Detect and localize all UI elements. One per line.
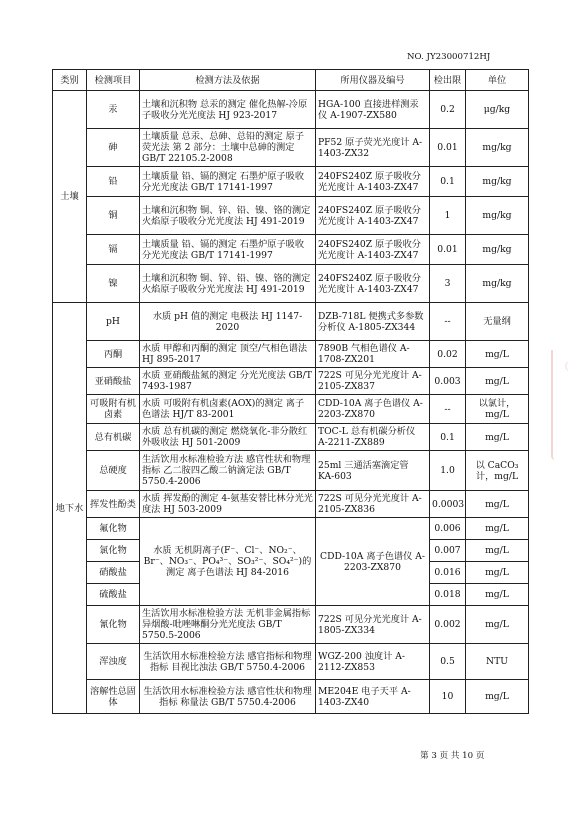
unit-cell: 以氯计，mg/L [466,395,529,424]
item-cell: 镍 [87,265,140,303]
item-cell: 亚硝酸盐 [87,368,140,395]
instrument-cell: WGZ-200 浊度计 A-2112-ZX853 [316,644,430,680]
instrument-cell-anions: CDD-10A 离子色谱仪 A-2203-ZX870 [316,518,430,606]
instrument-cell: 240FS240Z 原子吸收分光光度计 A-1403-ZX47 [316,235,430,265]
unit-cell: mg/L [466,518,529,540]
category-soil: 土壤 [53,91,87,303]
instrument-cell: 722S 可见分光光度计 A-2105-ZX837 [316,368,430,395]
item-cell: 氰化物 [87,606,140,644]
item-cell: 挥发性酚类 [87,491,140,518]
method-cell: 土壤质量 铅、镉的测定 石墨炉原子吸收分光光度法 GB/T 17141-1997 [140,167,316,197]
table-header [53,70,529,91]
limit-cell: 0.02 [430,341,466,368]
limit-cell: 0.002 [430,606,466,644]
table-row [53,644,529,680]
unit-cell: mg/L [466,424,529,451]
instrument-cell: PF52 原子荧光光度计 A-1403-ZX32 [316,129,430,167]
unit-cell: mg/L [466,606,529,644]
limit-cell: 0.0003 [430,491,466,518]
table-row [53,424,529,451]
report-number: NO. JY23000712HJ [407,52,491,62]
unit-cell: 以 CaCO₃计，mg/L [466,451,529,491]
table-row [53,368,529,395]
method-cell: 水质 总有机碳的测定 燃烧氧化-非分散红外吸收法 HJ 501-2009 [140,424,316,451]
item-cell: 总硬度 [87,451,140,491]
method-cell: 土壤和沉积物 铜、锌、铅、镍、铬的测定 火焰原子吸收分光光度法 HJ 491-2019 [140,265,316,303]
table-row [53,197,529,235]
item-cell: 氟化物 [87,518,140,540]
instrument-cell: CDD-10A 离子色谱仪 A-2203-ZX870 [316,395,430,424]
instrument-cell: DZB-718L 便携式多参数分析仪 A-1805-ZX344 [316,303,430,341]
limit-cell: 10 [430,680,466,714]
instrument-cell: ME204E 电子天平 A-1403-ZX40 [316,680,430,714]
item-cell: 铜 [87,197,140,235]
limit-cell: 0.01 [430,129,466,167]
limit-cell: -- [430,303,466,341]
limit-cell: 0.5 [430,644,466,680]
table-row [53,680,529,714]
seal-stamp: （ [551,350,579,460]
table-row [53,265,529,303]
method-cell: 生活饮用水标准检验方法 感官指标和物理指标 目视比浊法 GB/T 5750.4-2006 [140,644,316,680]
unit-cell: NTU [466,644,529,680]
table-body [53,91,529,714]
limit-cell: 0.2 [430,91,466,129]
unit-cell: mg/kg [466,167,529,197]
item-cell: 砷 [87,129,140,167]
limit-cell: -- [430,395,466,424]
instrument-cell: 722S 可见分光光度计 A-2105-ZX836 [316,491,430,518]
instrument-cell: 7890B 气相色谱仪 A-1708-ZX201 [316,341,430,368]
item-cell: 硫酸盐 [87,584,140,606]
unit-cell: mg/L [466,368,529,395]
unit-cell: mg/kg [466,265,529,303]
limit-cell: 0.006 [430,518,466,540]
unit-cell: mg/kg [466,129,529,167]
item-cell: 丙酮 [87,341,140,368]
item-cell: 硝酸盐 [87,562,140,584]
instrument-cell: 240FS240Z 原子吸收分光光度计 A-1403-ZX47 [316,265,430,303]
limit-cell: 0.003 [430,368,466,395]
method-cell: 土壤质量 总汞、总砷、总铅的测定 原子荧光法 第 2 部分：土壤中总砷的测定 GB/T 22105.2-2008 [140,129,316,167]
limit-cell: 0.01 [430,235,466,265]
method-cell: 生活饮用水标准检验方法 感官性状和物理指标 乙二胺四乙酸二钠滴定法 GB/T 5750.4-2006 [140,451,316,491]
limit-cell: 1.0 [430,451,466,491]
method-cell: 土壤和沉积物 总汞的测定 催化热解-冷原子吸收分光光度法 HJ 923-2017 [140,91,316,129]
item-cell: pH [87,303,140,341]
header-instrument: 所用仪器及编号 [316,70,430,91]
unit-cell: 无量纲 [466,303,529,341]
method-cell: 土壤和沉积物 铜、锌、铅、镍、铬的测定 火焰原子吸收分光光度法 HJ 491-2019 [140,197,316,235]
table-row [53,606,529,644]
unit-cell: mg/L [466,491,529,518]
instrument-cell: 240FS240Z 原子吸收分光光度计 A-1403-ZX47 [316,167,430,197]
instrument-cell: HGA-100 直接进样测汞仪 A-1907-ZX580 [316,91,430,129]
table-row [53,129,529,167]
unit-cell: mg/L [466,584,529,606]
limit-cell: 0.1 [430,167,466,197]
unit-cell: μg/kg [466,91,529,129]
table-row [53,395,529,424]
item-cell: 铅 [87,167,140,197]
unit-cell: mg/L [466,341,529,368]
page-footer: 第 3 页 共 10 页 [420,751,485,761]
item-cell: 溶解性总固体 [87,680,140,714]
item-cell: 汞 [87,91,140,129]
unit-cell: mg/kg [466,197,529,235]
instrument-cell: 25ml 三通活塞滴定管 KA-603 [316,451,430,491]
header-limit: 检出限 [430,70,466,91]
limit-cell: 0.1 [430,424,466,451]
instrument-cell: 240FS240Z 原子吸收分光光度计 A-1403-ZX47 [316,197,430,235]
test-method-table [52,69,529,714]
table-row [53,451,529,491]
method-cell: 水质 亚硝酸盐氮的测定 分光光度法 GB/T 7493-1987 [140,368,316,395]
item-cell: 总有机碳 [87,424,140,451]
item-cell: 浑浊度 [87,644,140,680]
limit-cell: 1 [430,197,466,235]
header-unit: 单位 [466,70,529,91]
method-cell-anions: 水质 无机阴离子(F⁻、Cl⁻、NO₂⁻、Br⁻、NO₃⁻、PO₄³⁻、SO₃²⁻、SO₄²⁻)的测定 离子色谱法 HJ 84-2016 [140,518,316,606]
method-cell: 土壤质量 铅、镉的测定 石墨炉原子吸收分光光度法 GB/T 17141-1997 [140,235,316,265]
category-groundwater: 地下水 [53,303,87,714]
item-cell: 氯化物 [87,540,140,562]
table-row [53,341,529,368]
header-category: 类别 [53,70,87,91]
method-cell: 水质 pH 值的测定 电极法 HJ 1147-2020 [140,303,316,341]
table-row [53,491,529,518]
table-row [53,518,529,540]
unit-cell: mg/L [466,680,529,714]
method-cell: 水质 挥发酚的测定 4-氨基安替比林分光光度法 HJ 503-2009 [140,491,316,518]
table-row [53,91,529,129]
limit-cell: 0.007 [430,540,466,562]
header-method: 检测方法及依据 [140,70,316,91]
method-cell: 水质 可吸附有机卤素(AOX)的测定 离子色谱法 HJ/T 83-2001 [140,395,316,424]
instrument-cell: 722S 可见分光光度计 A-1805-ZX334 [316,606,430,644]
item-cell: 可吸附有机卤素 [87,395,140,424]
unit-cell: mg/L [466,540,529,562]
instrument-cell: TOC-L 总有机碳分析仪 A-2211-ZX889 [316,424,430,451]
method-cell: 水质 甲醇和丙酮的测定 顶空/气相色谱法 HJ 895-2017 [140,341,316,368]
unit-cell: mg/L [466,562,529,584]
limit-cell: 0.018 [430,584,466,606]
method-cell: 生活饮用水标准检验方法 感官性状和物理指标 称量法 GB/T 5750.4-2006 [140,680,316,714]
method-cell: 生活饮用水标准检验方法 无机非金属指标 异烟酸-吡唑啉酮分光光度法 GB/T 5750.5-2006 [140,606,316,644]
table-row [53,167,529,197]
limit-cell: 3 [430,265,466,303]
limit-cell: 0.016 [430,562,466,584]
header-item: 检测项目 [87,70,140,91]
unit-cell: mg/kg [466,235,529,265]
item-cell: 镉 [87,235,140,265]
table-row [53,303,529,341]
table-row [53,235,529,265]
